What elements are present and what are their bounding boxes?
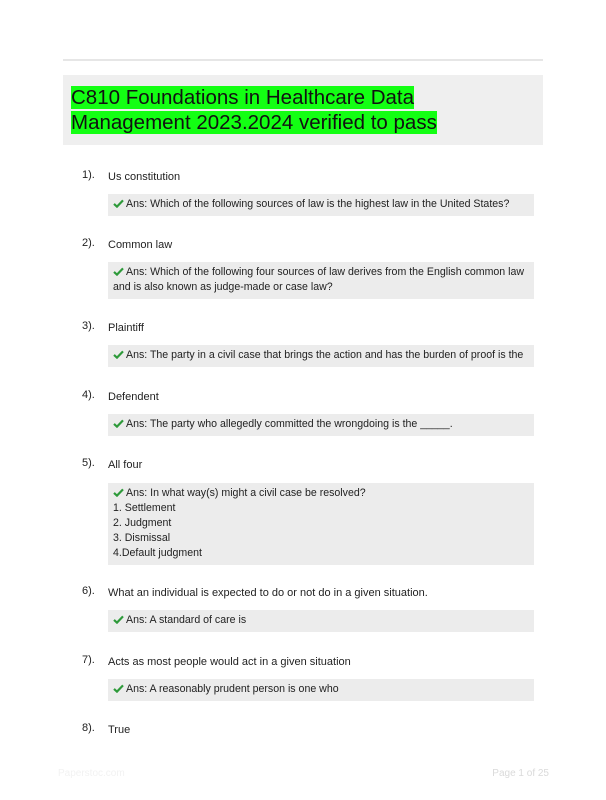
item-term: Plaintiff	[108, 322, 144, 334]
answer-box	[108, 194, 534, 216]
answer-box	[108, 345, 534, 367]
item-number: 6).	[82, 585, 95, 597]
item-number: 7).	[82, 654, 95, 666]
answer-option: 4.Default judgment	[113, 547, 202, 559]
title-box	[63, 75, 543, 145]
answer-text: Ans: In what way(s) might a civil case be resolved?	[126, 487, 366, 499]
item-term: True	[108, 724, 131, 736]
answer-box	[108, 414, 534, 436]
item-number: 5).	[82, 457, 95, 469]
answer-text: Ans: Which of the following sources of law is the highest law in the United States?	[126, 198, 510, 210]
check-icon	[113, 419, 124, 428]
page-number: Page 1 of 25	[492, 768, 549, 779]
answer-box	[108, 262, 534, 299]
answer-box	[108, 483, 534, 565]
item-number: 1).	[82, 169, 95, 181]
answer-text: Ans: Which of the following four sources of law derives from the English common law	[126, 266, 525, 278]
item-term: All four	[108, 459, 143, 471]
check-icon	[113, 350, 124, 359]
answer-box	[108, 679, 534, 701]
item-term: What an individual is expected to do or not do in a given situation.	[108, 587, 428, 599]
answer-text: Ans: The party in a civil case that brings the action and has the burden of proof is the	[126, 349, 524, 361]
item-number: 8).	[82, 722, 95, 734]
top-divider	[63, 59, 543, 61]
answer-option: 1. Settlement	[113, 502, 176, 514]
item-number: 2).	[82, 237, 95, 249]
answer-text: Ans: The party who allegedly committed the wrongdoing is the _____.	[126, 418, 453, 430]
check-icon	[113, 615, 124, 624]
answer-option: 2. Judgment	[113, 517, 172, 529]
item-term: Defendent	[108, 391, 159, 403]
document-title-line-1: C810 Foundations in Healthcare Data	[71, 86, 415, 109]
answer-option: 3. Dismissal	[113, 532, 171, 544]
check-icon	[113, 684, 124, 693]
item-number: 4).	[82, 389, 95, 401]
answer-text: Ans: A reasonably prudent person is one who	[126, 683, 339, 695]
item-number: 3).	[82, 320, 95, 332]
item-term: Acts as most people would act in a given situation	[108, 656, 351, 668]
check-icon	[113, 488, 124, 497]
item-term: Us constitution	[108, 171, 181, 183]
item-term: Common law	[108, 239, 173, 251]
answer-text: Ans: A standard of care is	[126, 614, 247, 626]
footer-watermark: Paperstoc.com	[58, 768, 125, 779]
answer-text: and is also known as judge-made or case law?	[113, 281, 333, 293]
document-title-line-2: Management 2023.2024 verified to pass	[71, 111, 437, 134]
answer-box	[108, 610, 534, 632]
check-icon	[113, 267, 124, 276]
check-icon	[113, 199, 124, 208]
